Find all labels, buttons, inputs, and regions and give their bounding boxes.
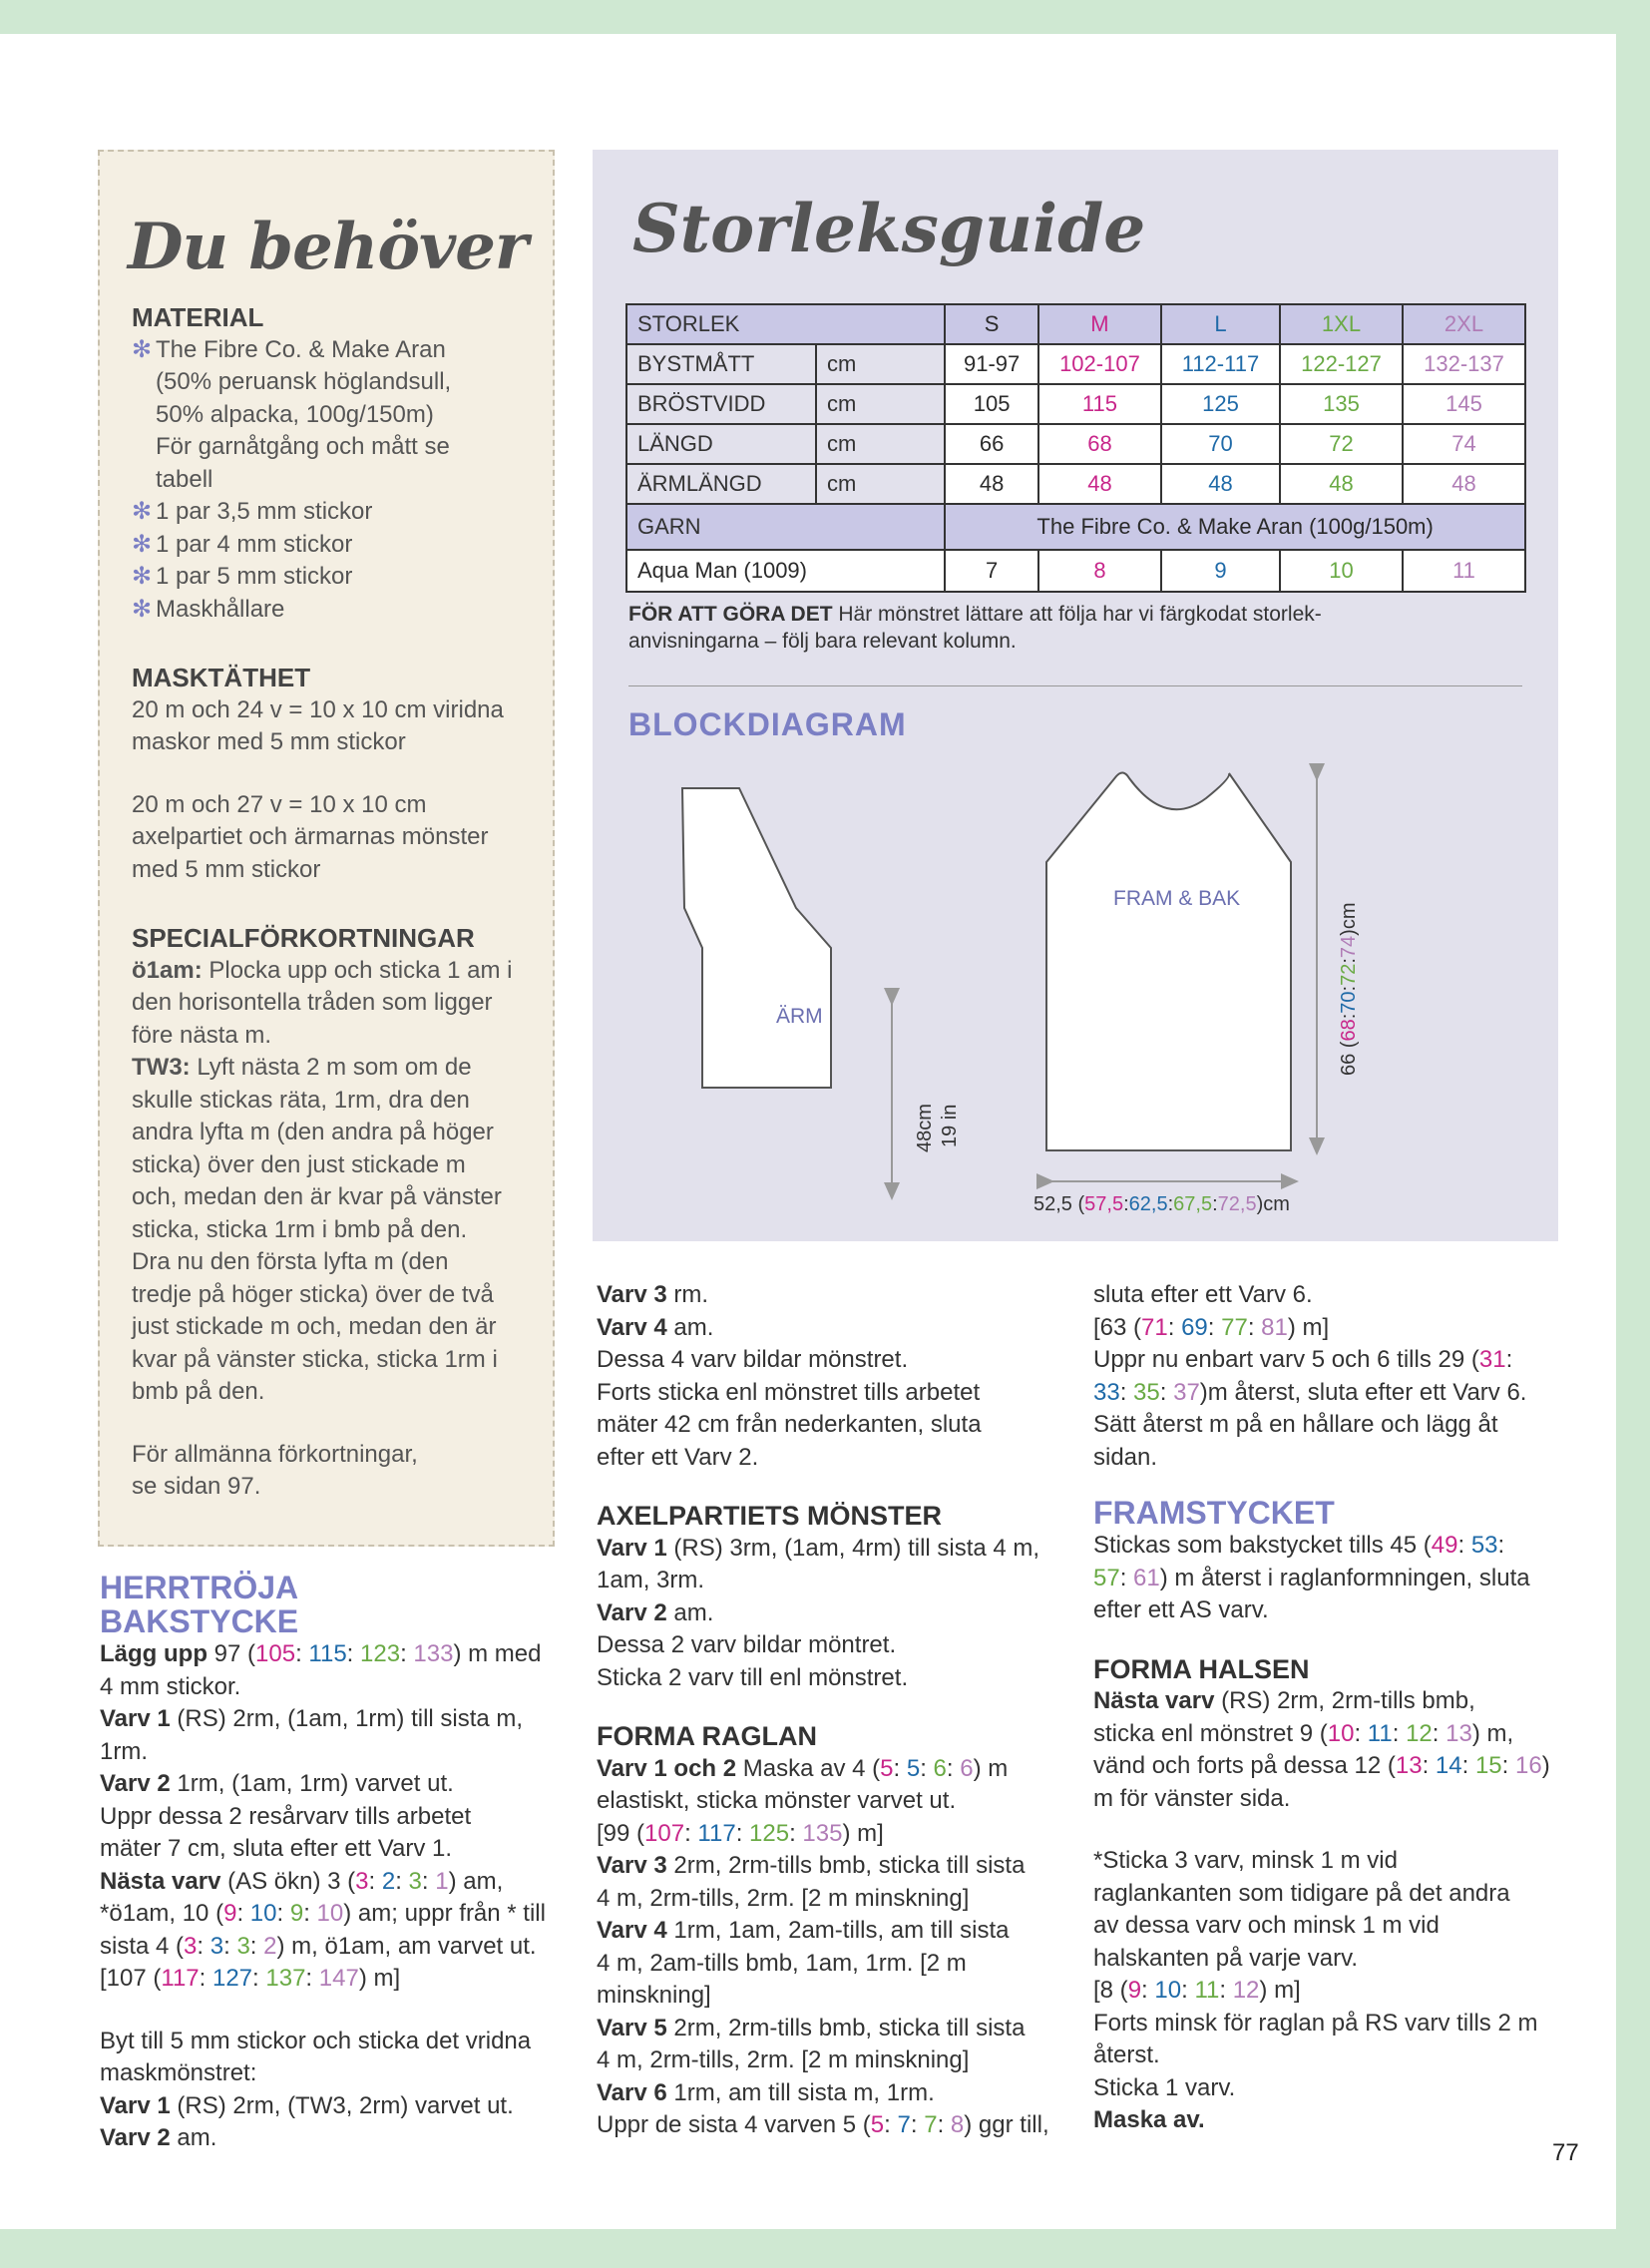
table-cell: 66: [945, 424, 1038, 464]
table-cell: BRÖSTVIDD: [626, 384, 816, 424]
special-text: och, medan den är kvar på vänster: [132, 1183, 502, 1210]
star-icon: ✻: [132, 498, 153, 525]
table-cell: LÄNGD: [626, 424, 816, 464]
table-cell: 48: [1403, 464, 1525, 504]
special-text: ö1am: Plocka upp och sticka 1 am i: [132, 956, 513, 984]
table-cell: 8: [1038, 550, 1161, 592]
you-need-panel: [98, 150, 555, 1547]
star-icon: ✻: [132, 335, 153, 363]
table-cell: cm: [816, 424, 945, 464]
column-3: sluta efter ett Varv 6. [63 (71: 69: 77: 81) m] Uppr nu enbart varv 5 och 6 tills 29 (31: 33: 35: 37)m återst, sluta efter ett Varv 6. Sätt återst m på en hållare och lägg åt sidan. FRAMSTYCKET Stickas som bakstycket tills 45 (49: 53: 57: 61) m återst i raglanformningen, sluta efter ett AS varv. FORMA HALSEN Nästa varv (RS) 2rm, 2rm-tills bmb, sticka enl mönstret 9 (10: 11: 12: 13) m, vänd och forts på dessa 12 (13: 14: 15: 16) m för vänster sida. *Sticka 3 varv, minsk 1 m vid raglankanten som tidigare på det andra av dessa varv och minsk 1 m vid halskanten på varje varv. [8 (9: 10: 11: 12) m] Forts minsk för raglan på RS varv tills 2 m återst. Sticka 1 varv. Maska av.: [1093, 1281, 1550, 2133]
table-cell: cm: [816, 344, 945, 384]
table-cell: Aqua Man (1009): [626, 550, 945, 592]
table-cell: 122-127: [1280, 344, 1403, 384]
special-text: skulle stickas räta, 1rm, dra den: [132, 1086, 470, 1114]
sleeve-length-cm: 48cm: [914, 1104, 936, 1152]
star-icon: ✻: [132, 563, 153, 590]
table-cell: 70: [1161, 424, 1280, 464]
material-item: (50% peruansk höglandsull,: [156, 368, 452, 395]
table-header: S: [945, 304, 1038, 344]
table-cell: GARN: [626, 504, 945, 550]
general-text: se sidan 97.: [132, 1473, 261, 1500]
special-text: tredje på höger sticka) över de två: [132, 1280, 494, 1308]
table-cell: cm: [816, 464, 945, 504]
special-text: före nästa m.: [132, 1021, 272, 1049]
table-cell: 115: [1038, 384, 1161, 424]
material-item: ✻ The Fibre Co. & Make Aran: [132, 334, 541, 367]
special-text: kvar på vänster sticka, sticka 1rm i: [132, 1345, 498, 1373]
table-cell: 105: [945, 384, 1038, 424]
special-text: andra lyfta m (den andra på höger: [132, 1119, 494, 1145]
body-shape: [1046, 772, 1291, 1150]
material-item: ✻ Maskhållare: [132, 594, 541, 627]
table-cell: 48: [1038, 464, 1161, 504]
table-header: L: [1161, 304, 1280, 344]
table-cell: 135: [1280, 384, 1403, 424]
special-text: Dra nu den första lyfta m (den: [132, 1248, 449, 1275]
table-cell: BYSTMÅTT: [626, 344, 816, 384]
special-text: just stickade m och, medan den är: [132, 1313, 497, 1340]
table-cell: 91-97: [945, 344, 1038, 384]
material-item: ✻ 1 par 3,5 mm stickor: [132, 496, 541, 529]
material-item: ✻ 1 par 5 mm stickor: [132, 561, 541, 594]
table-cell: 125: [1161, 384, 1280, 424]
gauge-text: 20 m och 24 v = 10 x 10 cm viridna: [132, 695, 504, 723]
sleeve-shape: [682, 788, 831, 1088]
table-cell: 72: [1280, 424, 1403, 464]
table-header: 1XL: [1280, 304, 1403, 344]
body-width-label: 52,5 (57,5:62,5:67,5:72,5)cm: [1033, 1193, 1290, 1215]
table-cell: 48: [1161, 464, 1280, 504]
size-guide: [593, 150, 1558, 1241]
gauge-text: maskor med 5 mm stickor: [132, 728, 406, 755]
table-cell: 48: [945, 464, 1038, 504]
table-cell: 11: [1403, 550, 1525, 592]
body-length-label: 66 (68:70:72:74)cm: [1338, 902, 1360, 1076]
gauge-text: 20 m och 27 v = 10 x 10 cm: [132, 790, 427, 818]
table-cell: ÄRMLÄNGD: [626, 464, 816, 504]
table-cell: 68: [1038, 424, 1161, 464]
material-item: 50% alpacka, 100g/150m): [156, 400, 434, 428]
panel-title: Du behöver: [128, 210, 528, 284]
column-1: HERRTRÖJA BAKSTYCKE Lägg upp 97 (105: 115: 123: 133) m med 4 mm stickor. Varv 1 (RS) 2rm, (1am, 1rm) till sista m, 1rm. Varv 2 1rm, (1am, 1rm) varvet ut. Uppr dessa 2 resårvarv tills arbetet mäter 7 cm, sluta efter ett Varv 1. Nästa varv (AS ökn) 3 (3: 2: 3: 1) am, *ö1am, 10 (9: 10: 9: 10) am; uppr från * till sista 4 (3: 3: 3: 2) m, ö1am, am varvet ut. [107 (117: 127: 137: 147) m] Byt till 5 mm stickor och sticka det vridna maskmönstret: Varv 1 (RS) 2rm, (TW3, 2rm) varvet ut. Varv 2 am.: [100, 1571, 569, 2155]
section-heading: HERRTRÖJA BAKSTYCKE: [100, 1570, 299, 1639]
special-text: den horisontella tråden som ligger: [132, 989, 493, 1016]
table-header: M: [1038, 304, 1161, 344]
table-header: STORLEK: [626, 304, 945, 344]
gauge-heading: MASKTÄTHET: [132, 663, 311, 692]
special-text: sticka, sticka 1rm i bmb på den.: [132, 1215, 468, 1243]
special-text: TW3: Lyft nästa 2 m som om de: [132, 1054, 472, 1081]
table-cell: 10: [1280, 550, 1403, 592]
column-2: Varv 3 rm. Varv 4 am. Dessa 4 varv bildar mönstret. Forts sticka enl mönstret tills arbetet mäter 42 cm från nederkanten, sluta efter ett Varv 2. AXELPARTIETS MÖNSTER Varv 1 (RS) 3rm, (1am, 4rm) till sista 4 m, 1am, 3rm. Varv 2 am. Dessa 2 varv bildar möntret. Sticka 2 varv till enl mönstret. FORMA RAGLAN Varv 1 och 2 Maska av 4 (5: 5: 6: 6) m elastiskt, sticka mönster varvet ut. [99 (107: 117: 125: 135) m] Varv 3 2rm, 2rm-tills bmb, sticka till sista 4 m, 2rm-tills, 2rm. [2 m minskning] Varv 4 1rm, 1am, 2am-tills, am till sista 4 m, 2am-tills bmb, 1am, 1rm. [2 m minskning] Varv 5 2rm, 2rm-tills bmb, sticka till sista 4 m, 2rm-tills, 2rm. [2 m minskning] Varv 6 1rm, am till sista m, 1rm. Uppr de sista 4 varven 5 (5: 7: 7: 8) ggr till,: [597, 1281, 1049, 2138]
table-header: 2XL: [1403, 304, 1525, 344]
blockdiagram-heading: BLOCKDIAGRAM: [628, 706, 907, 742]
special-text: bmb på den.: [132, 1378, 265, 1405]
body-label: FRAM & BAK: [1113, 887, 1241, 910]
material-item: ✻ 1 par 4 mm stickor: [132, 529, 541, 562]
table-cell: 48: [1280, 464, 1403, 504]
material-item: För garnåtgång och mått se: [156, 433, 450, 460]
schematic-diagram: [593, 150, 1558, 1241]
sleeve-length-in: 19 in: [939, 1104, 961, 1147]
table-cell: 9: [1161, 550, 1280, 592]
table-cell: cm: [816, 384, 945, 424]
guide-title: Storleksguide: [632, 190, 1146, 267]
material-item: tabell: [156, 465, 213, 493]
table-cell: 132-137: [1403, 344, 1525, 384]
general-text: För allmänna förkortningar,: [132, 1440, 418, 1468]
special-text: sticka) över den just stickade m: [132, 1150, 466, 1178]
page: [0, 34, 1616, 2229]
table-cell: 112-117: [1161, 344, 1280, 384]
table-cell: 145: [1403, 384, 1525, 424]
table-cell: 102-107: [1038, 344, 1161, 384]
gauge-text: med 5 mm stickor: [132, 855, 321, 883]
page-number: 77: [1552, 2139, 1579, 2166]
panel-content: [132, 301, 541, 1504]
star-icon: ✻: [132, 530, 153, 558]
material-heading: MATERIAL: [132, 302, 264, 332]
gauge-text: axelpartiet och ärmarnas mönster: [132, 823, 489, 850]
star-icon: ✻: [132, 595, 153, 623]
table-cell: 7: [945, 550, 1038, 592]
table-cell: The Fibre Co. & Make Aran (100g/150m): [945, 504, 1525, 550]
color-note: FÖR ATT GÖRA DET Här mönstret lättare att följa har vi färgkodat storlek- anvisningarna – följ bara relevant kolumn.: [628, 603, 1322, 653]
sleeve-label: ÄRM: [776, 1005, 823, 1028]
table-cell: 74: [1403, 424, 1525, 464]
special-heading: SPECIALFÖRKORTNINGAR: [132, 923, 475, 953]
